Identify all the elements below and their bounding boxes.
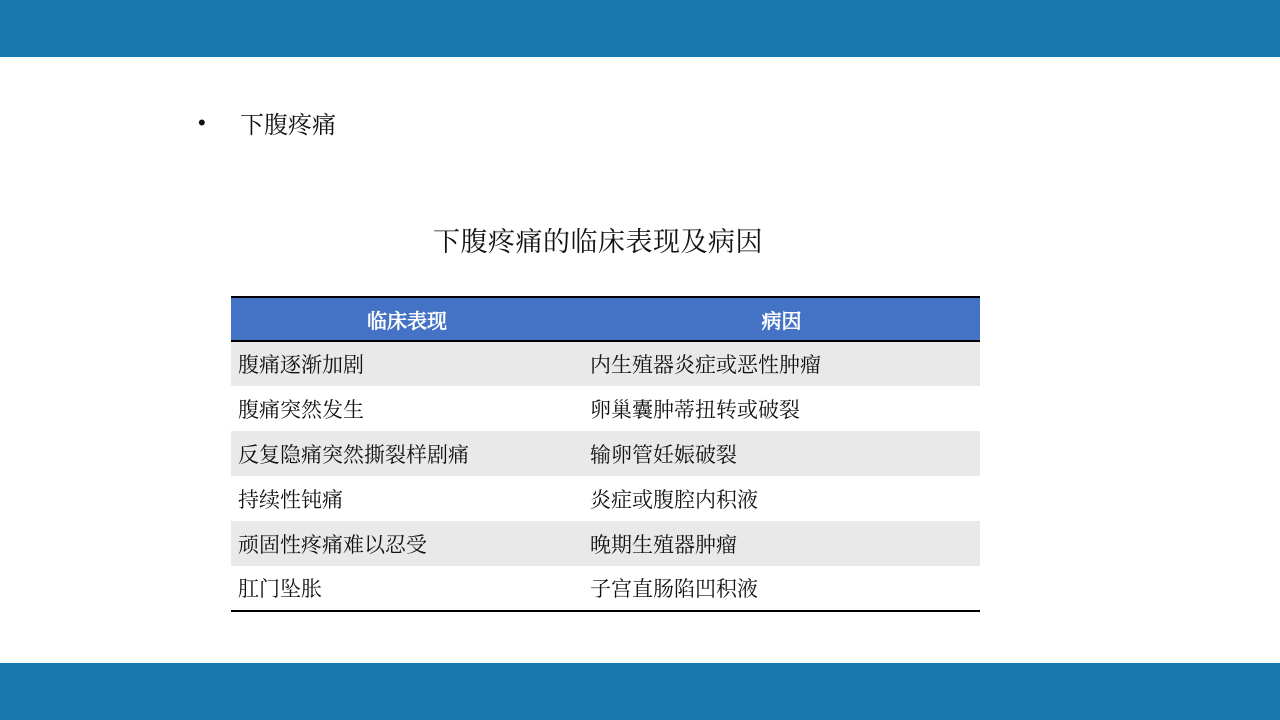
clinical-table [231,296,980,612]
table-row [231,386,980,431]
table-cell-clinical: 腹痛逐渐加剧 [231,341,583,386]
table-header-row [231,297,980,341]
table-cell-clinical: 持续性钝痛 [231,476,583,521]
table-cell-cause: 内生殖器炎症或恶性肿瘤 [583,341,980,386]
table-cell-cause: 卵巢囊肿蒂扭转或破裂 [583,386,980,431]
bullet-item [198,105,336,140]
table-row [231,476,980,521]
table-title: 下腹疼痛的临床表现及病因 [433,227,763,257]
table-row [231,431,980,476]
bullet-icon: • [198,109,206,135]
bottom-accent-bar [0,663,1280,720]
table-cell-clinical: 反复隐痛突然撕裂样剧痛 [231,431,583,476]
table-cell-clinical: 肛门坠胀 [231,566,583,611]
table-cell-cause: 子宫直肠陷凹积液 [583,566,980,611]
table-header-cause: 病因 [583,297,980,341]
table-row [231,521,980,566]
table-header-clinical: 临床表现 [231,297,583,341]
table-row [231,566,980,611]
table-row [231,341,980,386]
top-accent-bar [0,0,1280,57]
table-cell-clinical: 顽固性疼痛难以忍受 [231,521,583,566]
table-cell-cause: 晚期生殖器肿瘤 [583,521,980,566]
table-cell-cause: 炎症或腹腔内积液 [583,476,980,521]
table-cell-clinical: 腹痛突然发生 [231,386,583,431]
table-cell-cause: 输卵管妊娠破裂 [583,431,980,476]
bullet-text: 下腹疼痛 [240,112,336,139]
